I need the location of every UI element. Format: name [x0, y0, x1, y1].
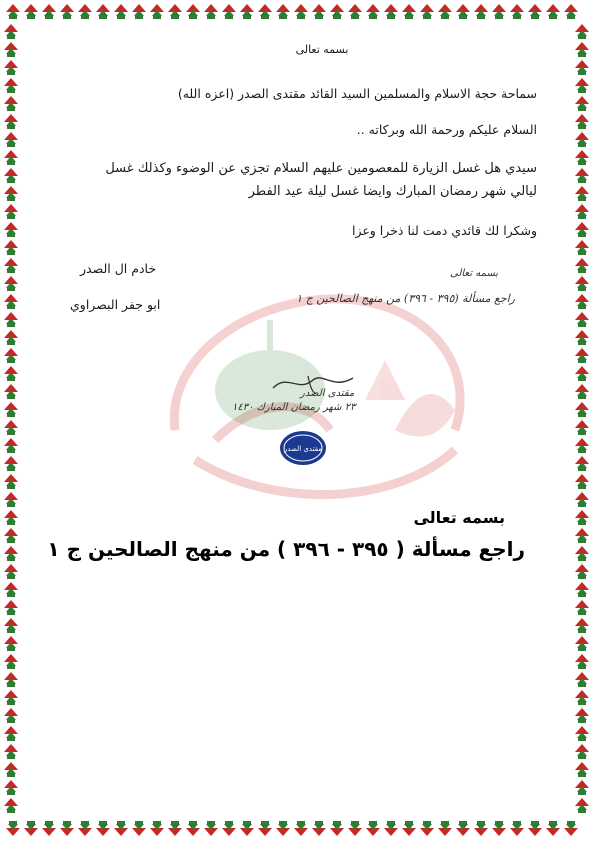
border-ornament [575, 150, 589, 165]
border-ornament [4, 600, 18, 615]
border-ornament [575, 312, 589, 327]
border-ornament [575, 222, 589, 237]
border-ornament [4, 276, 18, 291]
border-ornament [528, 4, 542, 19]
border-ornament [575, 78, 589, 93]
border-ornament [4, 618, 18, 633]
border-ornament [575, 744, 589, 759]
border-ornament [366, 821, 380, 836]
border-ornament [575, 690, 589, 705]
salutation: سماحة حجة الاسلام والمسلمين السيد القائد مقتدى الصدر (اعزه الله) [177, 86, 537, 101]
border-ornament [575, 636, 589, 651]
border-ornament [456, 821, 470, 836]
border-ornament [240, 4, 254, 19]
border-ornament [456, 4, 470, 19]
border-ornament [294, 821, 308, 836]
letter-heading: بسمه تعالى [295, 43, 349, 56]
border-ornament [6, 4, 20, 19]
border-ornament [4, 132, 18, 147]
answer-heading: بسمه تعالى [413, 508, 505, 527]
border-ornament [510, 821, 524, 836]
border-ornament [4, 528, 18, 543]
signature-name: مقتدى الصدر [300, 388, 355, 399]
border-ornament [4, 798, 18, 813]
border-ornament [366, 4, 380, 19]
signature-date: ٢٣ شهر رمضان المبارك ١٤٣٠ [232, 402, 356, 413]
border-ornament [575, 186, 589, 201]
border-ornament [4, 456, 18, 471]
border-ornament [4, 582, 18, 597]
border-ornament [330, 4, 344, 19]
border-ornament [4, 654, 18, 669]
border-ornament [575, 582, 589, 597]
border-ornament [438, 821, 452, 836]
border-ornament [384, 4, 398, 19]
border-ornament [330, 821, 344, 836]
border-ornament [4, 636, 18, 651]
border-ornament [4, 222, 18, 237]
border-ornament [575, 60, 589, 75]
border-ornament [575, 492, 589, 507]
border-ornament [258, 4, 272, 19]
border-ornament [276, 821, 290, 836]
border-ornament [4, 762, 18, 777]
border-ornament [575, 276, 589, 291]
border-ornament [6, 821, 20, 836]
border-ornament [420, 821, 434, 836]
border-ornament [96, 821, 110, 836]
border-ornament [348, 4, 362, 19]
border-ornament [575, 294, 589, 309]
border-ornament [575, 510, 589, 525]
border-ornament [575, 114, 589, 129]
border-ornament [150, 4, 164, 19]
border-ornament [420, 4, 434, 19]
border-ornament [438, 4, 452, 19]
border-ornament [24, 821, 38, 836]
border-ornament [132, 821, 146, 836]
border-ornament [4, 348, 18, 363]
border-ornament [402, 821, 416, 836]
border-ornament [4, 384, 18, 399]
handwritten-reply-line: راجع مسألة (٣٩٥ - ٣٩٦) من منهج الصالحين ج ١ [296, 292, 515, 305]
border-ornament [4, 186, 18, 201]
border-ornament [4, 204, 18, 219]
border-ornament [575, 330, 589, 345]
border-ornament [575, 132, 589, 147]
border-ornament [4, 726, 18, 741]
border-ornament [510, 4, 524, 19]
border-ornament [4, 420, 18, 435]
border-ornament [528, 821, 542, 836]
sender-name: ابو جفر البصراوي [70, 297, 161, 312]
border-ornament [4, 690, 18, 705]
border-ornament [575, 762, 589, 777]
border-ornament [4, 474, 18, 489]
greeting: السلام عليكم ورحمة الله وبركاته .. [356, 122, 537, 137]
border-ornament [546, 4, 560, 19]
border-ornament [312, 4, 326, 19]
border-ornament [474, 821, 488, 836]
border-ornament [60, 4, 74, 19]
border-ornament [4, 24, 18, 39]
border-ornament [114, 4, 128, 19]
border-ornament [575, 402, 589, 417]
border-ornament [4, 96, 18, 111]
border-ornament [575, 258, 589, 273]
border-ornament [42, 821, 56, 836]
border-ornament [4, 744, 18, 759]
border-ornament [575, 168, 589, 183]
border-ornament [222, 821, 236, 836]
border-ornament [4, 708, 18, 723]
border-ornament [204, 4, 218, 19]
border-ornament [575, 654, 589, 669]
border-ornament [168, 4, 182, 19]
border-ornament [575, 96, 589, 111]
border-ornament [240, 821, 254, 836]
border-ornament [474, 4, 488, 19]
border-ornament [4, 366, 18, 381]
question-line-1: سيدي هل غسل الزيارة للمعصومين عليهم السلام تجزي عن الوضوء وكذلك غسل [105, 161, 537, 176]
border-ornament [4, 258, 18, 273]
border-ornament [575, 708, 589, 723]
border-ornament [312, 821, 326, 836]
border-ornament [575, 798, 589, 813]
border-ornament [575, 780, 589, 795]
border-ornament [4, 330, 18, 345]
border-ornament [4, 546, 18, 561]
sender-title: خادم ال الصدر [80, 261, 157, 276]
border-ornament [186, 4, 200, 19]
border-ornament [575, 240, 589, 255]
border-ornament [402, 4, 416, 19]
border-ornament [4, 150, 18, 165]
border-ornament [42, 4, 56, 19]
border-ornament [575, 456, 589, 471]
border-ornament [575, 204, 589, 219]
border-ornament [4, 564, 18, 579]
border-ornament [575, 546, 589, 561]
border-ornament [4, 492, 18, 507]
border-ornament [575, 600, 589, 615]
border-ornament [4, 168, 18, 183]
handwritten-heading: بسمه تعالى [450, 268, 499, 279]
border-ornament [96, 4, 110, 19]
border-ornament [4, 60, 18, 75]
border-ornament [78, 4, 92, 19]
border-ornament [492, 821, 506, 836]
border-ornament [575, 24, 589, 39]
border-ornament [4, 780, 18, 795]
border-ornament [564, 4, 578, 19]
border-ornament [222, 4, 236, 19]
border-ornament [4, 240, 18, 255]
border-ornament [186, 821, 200, 836]
border-ornament [24, 4, 38, 19]
border-ornament [4, 78, 18, 93]
border-ornament [294, 4, 308, 19]
border-ornament [575, 438, 589, 453]
border-ornament [575, 420, 589, 435]
border-ornament [575, 528, 589, 543]
border-ornament [575, 726, 589, 741]
border-ornament [575, 672, 589, 687]
border-ornament [4, 42, 18, 57]
border-ornament [575, 348, 589, 363]
thanks-line: وشكرا لك قائدي دمت لنا ذخرا وعزا [351, 223, 537, 238]
seal-text: مقتدى الصدر [284, 445, 322, 453]
border-ornament [4, 294, 18, 309]
border-ornament [276, 4, 290, 19]
border-ornament [132, 4, 146, 19]
border-ornament [114, 821, 128, 836]
border-ornament [4, 510, 18, 525]
border-ornament [492, 4, 506, 19]
border-ornament [384, 821, 398, 836]
border-ornament [150, 821, 164, 836]
border-ornament [575, 474, 589, 489]
border-ornament [575, 618, 589, 633]
border-ornament [4, 402, 18, 417]
border-ornament [564, 821, 578, 836]
question-line-2: ليالي شهر رمضان المبارك وايضا غسل ليلة عيد الفطر [248, 184, 537, 199]
border-ornament [575, 384, 589, 399]
answer-line: راجع مسألة ( ٣٩٥ - ٣٩٦ ) من منهج الصالحين ج ١ [47, 537, 525, 561]
border-ornament [78, 821, 92, 836]
border-ornament [575, 564, 589, 579]
border-ornament [168, 821, 182, 836]
border-ornament [575, 366, 589, 381]
border-ornament [4, 438, 18, 453]
border-ornament [4, 672, 18, 687]
border-ornament [258, 821, 272, 836]
seal-stamp [278, 428, 328, 468]
border-ornament [575, 42, 589, 57]
border-ornament [204, 821, 218, 836]
border-ornament [4, 312, 18, 327]
border-ornament [4, 114, 18, 129]
border-ornament [348, 821, 362, 836]
border-ornament [60, 821, 74, 836]
border-ornament [546, 821, 560, 836]
